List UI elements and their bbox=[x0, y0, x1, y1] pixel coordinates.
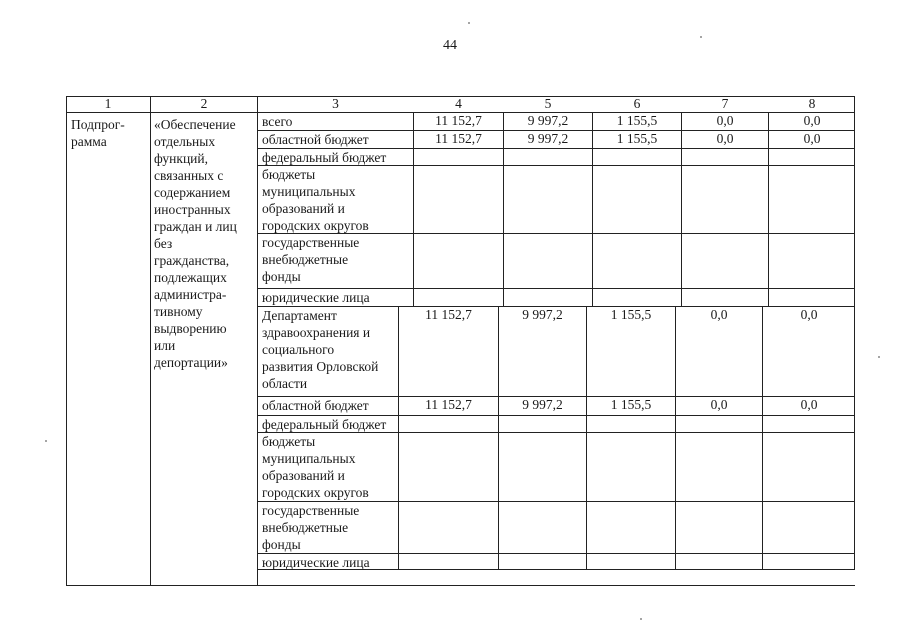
cell-divider bbox=[586, 553, 587, 570]
value-cell-col6: 1 155,5 bbox=[616, 131, 658, 146]
cell-divider bbox=[398, 501, 399, 554]
header-cell-5: 5 bbox=[544, 96, 552, 111]
row-label: федеральный бюджет bbox=[262, 417, 387, 432]
cell-divider bbox=[762, 501, 763, 554]
scan-speck bbox=[878, 356, 880, 358]
cell-divider bbox=[762, 553, 763, 570]
row-label: государственные внебюджетные фонды bbox=[262, 235, 360, 284]
row-label: всего bbox=[262, 114, 293, 129]
cell-divider bbox=[398, 553, 399, 570]
cell-divider bbox=[768, 288, 769, 307]
value-cell-col7: 0,0 bbox=[716, 113, 734, 128]
value-cell-col7: 0,0 bbox=[716, 131, 734, 146]
value-cell-col7: 0,0 bbox=[710, 397, 728, 412]
value-cell-col5: 9 997,2 bbox=[522, 397, 563, 412]
cell-divider bbox=[592, 288, 593, 307]
header-cell-7: 7 bbox=[721, 96, 729, 111]
row-label: бюджеты муниципальных образований и городских округов bbox=[262, 167, 369, 233]
cell-divider bbox=[592, 233, 593, 289]
value-cell-col4: 11 152,7 bbox=[435, 131, 482, 146]
scan-speck bbox=[640, 618, 642, 620]
cell-divider bbox=[675, 501, 676, 554]
value-cell-col5: 9 997,2 bbox=[527, 113, 569, 128]
value-cell-col4: 11 152,7 bbox=[425, 397, 472, 412]
col-divider-1 bbox=[150, 96, 151, 586]
value-cell-col6: 1 155,5 bbox=[610, 397, 652, 412]
value-cell-col4: 11 152,7 bbox=[435, 113, 482, 128]
cell-divider bbox=[413, 148, 414, 166]
header-cell-3: 3 bbox=[332, 96, 339, 111]
cell-divider bbox=[498, 553, 499, 570]
table-border-bottom bbox=[66, 585, 855, 586]
cell-divider bbox=[586, 415, 587, 433]
cell-divider bbox=[592, 148, 593, 166]
row-label: юридические лица bbox=[262, 290, 370, 305]
header-cell-8: 8 bbox=[808, 96, 816, 111]
cell-divider bbox=[498, 415, 499, 433]
value-cell-col8: 0,0 bbox=[803, 113, 821, 128]
value-cell-col5: 9 997,2 bbox=[522, 307, 563, 322]
cell-divider bbox=[498, 501, 499, 554]
cell-divider bbox=[681, 165, 682, 234]
cell-divider bbox=[398, 415, 399, 433]
cell-divider bbox=[503, 233, 504, 289]
header-cell-4: 4 bbox=[455, 96, 462, 111]
scan-speck bbox=[700, 36, 702, 38]
row-label: юридические лица bbox=[262, 555, 370, 570]
header-cell-1: 1 bbox=[104, 96, 112, 111]
value-cell-col6: 1 155,5 bbox=[616, 113, 658, 128]
cell-divider bbox=[675, 415, 676, 433]
cell-divider bbox=[498, 432, 499, 502]
scan-speck bbox=[468, 22, 470, 24]
row-label: бюджеты муниципальных образований и городских округов bbox=[262, 434, 369, 500]
value-cell-col6: 1 155,5 bbox=[610, 307, 652, 322]
cell-divider bbox=[503, 148, 504, 166]
header-cell-2: 2 bbox=[200, 96, 208, 111]
cell-divider bbox=[413, 233, 414, 289]
row-label: Департамент здравоохранения и социального развития Орловской области bbox=[262, 308, 379, 391]
row-label: государственные внебюджетные фонды bbox=[262, 503, 360, 552]
cell-divider bbox=[503, 288, 504, 307]
subprogram-type: Подпрог- рамма bbox=[71, 117, 125, 149]
row-label: областной бюджет bbox=[262, 398, 369, 413]
value-cell-col7: 0,0 bbox=[710, 307, 728, 322]
cell-divider bbox=[586, 432, 587, 502]
cell-divider bbox=[675, 432, 676, 502]
cell-divider bbox=[768, 165, 769, 234]
cell-divider bbox=[768, 148, 769, 166]
cell-divider bbox=[675, 553, 676, 570]
scan-speck bbox=[45, 440, 47, 442]
value-cell-col8: 0,0 bbox=[800, 397, 818, 412]
cell-divider bbox=[681, 288, 682, 307]
subprogram-title: «Обеспечение отдельных функций, связанных с содержанием иностранных граждан и лиц без гражданства, подлежащих администра- тивному выдворению или депортации» bbox=[154, 117, 237, 370]
cell-divider bbox=[681, 233, 682, 289]
col-divider-2 bbox=[257, 96, 258, 586]
header-cell-6: 6 bbox=[633, 96, 641, 111]
table-border-right bbox=[854, 96, 855, 569]
cell-divider bbox=[681, 148, 682, 166]
table-border-left bbox=[66, 96, 67, 586]
budget-table bbox=[66, 96, 855, 586]
cell-divider bbox=[768, 233, 769, 289]
cell-divider bbox=[762, 432, 763, 502]
cell-divider bbox=[586, 501, 587, 554]
row-label: областной бюджет bbox=[262, 132, 369, 147]
value-cell-col5: 9 997,2 bbox=[527, 131, 569, 146]
value-cell-col4: 11 152,7 bbox=[425, 307, 472, 322]
cell-divider bbox=[592, 165, 593, 234]
page-number: 44 bbox=[443, 38, 457, 53]
cell-divider bbox=[762, 415, 763, 433]
value-cell-col8: 0,0 bbox=[803, 131, 821, 146]
row-label: федеральный бюджет bbox=[262, 150, 387, 165]
value-cell-col8: 0,0 bbox=[800, 307, 818, 322]
cell-divider bbox=[503, 165, 504, 234]
cell-divider bbox=[398, 432, 399, 502]
cell-divider bbox=[413, 165, 414, 234]
cell-divider bbox=[413, 288, 414, 307]
